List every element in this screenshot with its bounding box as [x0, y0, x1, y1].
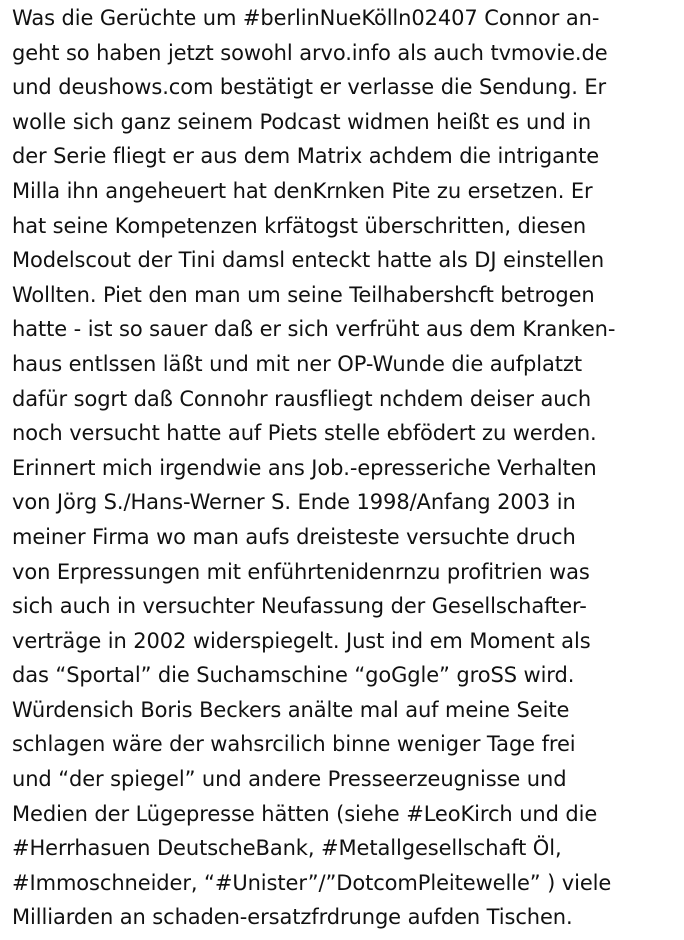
text-line-17: von Erpressungen mit enführtenidenrnzu profitrien was	[12, 559, 590, 584]
text-line-13: noch versucht hatte auf Piets stelle ebfödert zu werden.	[12, 421, 597, 446]
text-line-2: geht so haben jetzt sowohl arvo.info als auch tvmovie.de	[12, 40, 608, 65]
text-line-8: Modelscout der Tini damsl enteckt hatte als DJ einstellen	[12, 248, 605, 273]
text-line-1: Was die Gerüchte um #berlinNueKölln02407 Connor an-	[12, 6, 600, 30]
text-line-25: #Herrhasuen DeutscheBank, #Metallgesellschaft Öl,	[12, 836, 562, 861]
text-line-27: Milliarden an schaden-ersatzfrdrunge aufden Tischen.	[12, 905, 573, 930]
text-line-6: Milla ihn angeheuert hat denKrnken Pite zu ersetzen. Er	[12, 178, 593, 203]
text-line-26: #Immoschneider, “#Unister”/”DotcomPleitewelle” ) viele	[12, 870, 612, 895]
text-line-24: Medien der Lügepresse hätten (siehe #LeoKirch und die	[12, 801, 598, 826]
text-line-12: dafür sogrt daß Connohr rausfliegt nchdem deiser auch	[12, 386, 592, 411]
document-page	[12, 0, 680, 940]
text-line-20: das “Sportal” die Suchamschine “goGgle” groSS wird.	[12, 663, 575, 688]
text-line-10: hatte - ist so sauer daß er sich verfrüht aus dem Kranken-	[12, 317, 616, 342]
text-line-5: der Serie fliegt er aus dem Matrix achdem die intrigante	[12, 144, 600, 169]
text-line-7: hat seine Kompetenzen krfätogst überschritten, diesen	[12, 213, 587, 238]
text-line-19: verträge in 2002 widerspiegelt. Just ind em Moment als	[12, 628, 591, 653]
text-line-3: und deushows.com bestätigt er verlasse die Sendung. Er	[12, 75, 607, 100]
text-line-15: von Jörg S./Hans-Werner S. Ende 1998/Anfang 2003 in	[12, 490, 576, 515]
text-line-11: haus entlssen läßt und mit ner OP-Wunde die aufplatzt	[12, 351, 582, 376]
text-line-18: sich auch in versuchter Neufassung der Gesellschafter-	[12, 594, 587, 619]
text-line-23: und “der spiegel” und andere Presseerzeugnisse und	[12, 767, 567, 792]
text-line-16: meiner Firma wo man aufs dreisteste versuchte druch	[12, 524, 576, 549]
text-line-9: Wollten. Piet den man um seine Teilhabershcft betrogen	[12, 282, 595, 307]
text-line-14: Erinnert mich irgendwie ans Job.-epresseriche Verhalten	[12, 455, 597, 480]
text-line-22: schlagen wäre der wahsrcilich binne weniger Tage frei	[12, 732, 576, 757]
text-line-21: Würdensich Boris Beckers anälte mal auf meine Seite	[12, 697, 570, 722]
text-line-4: wolle sich ganz seinem Podcast widmen heißt es und in	[12, 109, 592, 134]
